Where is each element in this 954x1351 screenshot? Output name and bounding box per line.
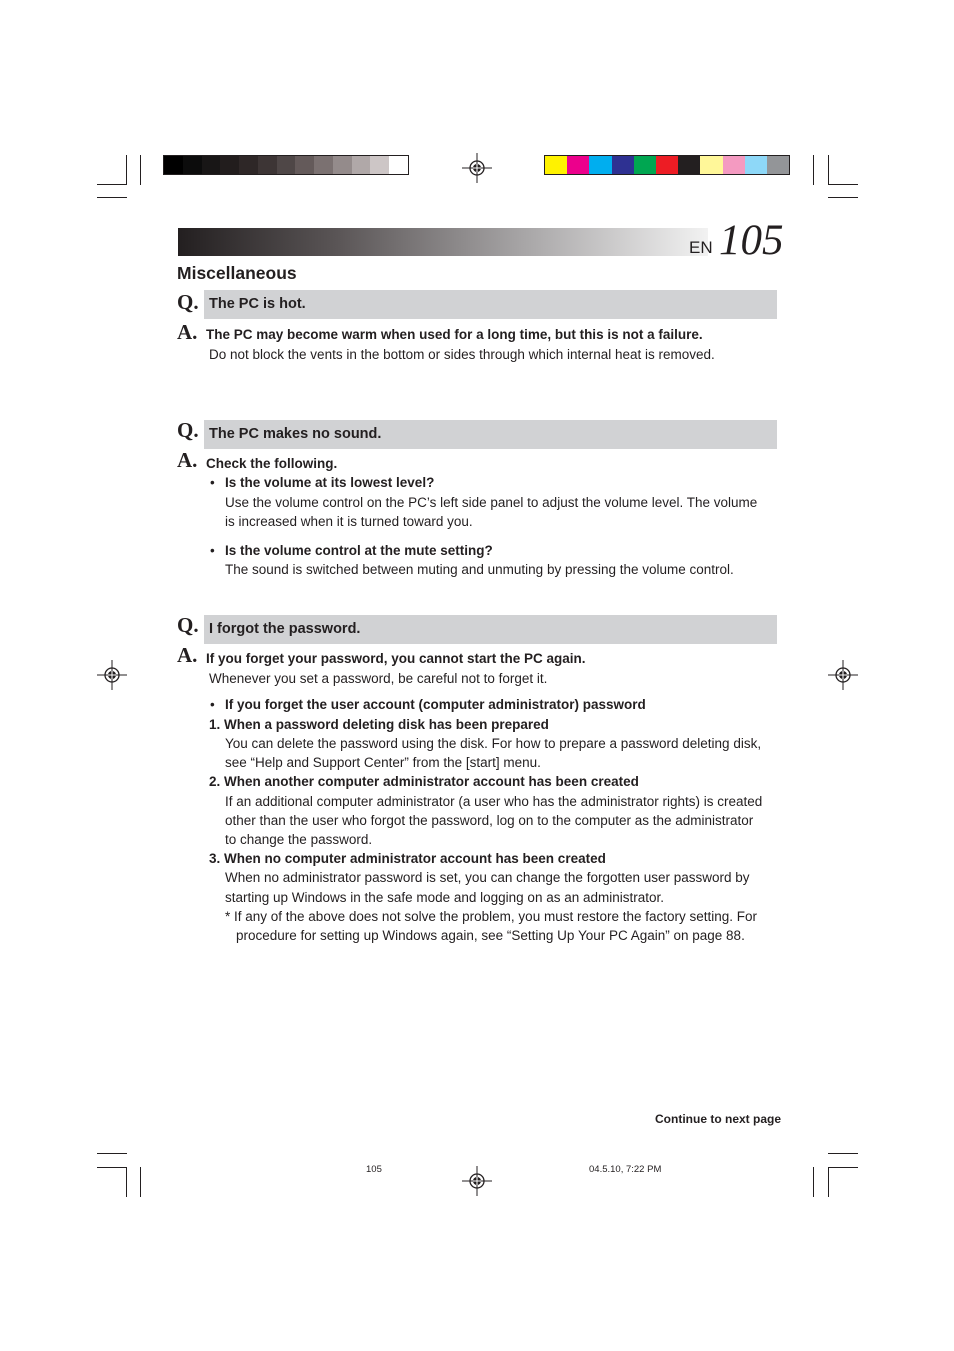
answer-detail: Do not block the vents in the bottom or sides through which internal heat is removed.	[209, 347, 715, 362]
gray-color-bar	[163, 155, 409, 175]
registration-mark-icon	[97, 660, 127, 690]
question-text: The PC is hot.	[209, 296, 306, 312]
bullet-heading: Is the volume control at the mute setting?	[225, 543, 493, 558]
color-swatch	[745, 156, 767, 174]
answer-label: A.	[177, 643, 198, 667]
numbered-heading: 3. When no computer administrator account has been created	[209, 851, 606, 866]
slug-page-number: 105	[366, 1164, 382, 1175]
color-swatch	[700, 156, 722, 174]
color-swatch	[567, 156, 589, 174]
gray-swatch	[314, 156, 333, 174]
answer-detail: Whenever you set a password, be careful not to forget it.	[209, 671, 548, 686]
bullet-dot: •	[210, 697, 215, 712]
gray-swatch	[352, 156, 371, 174]
gray-swatch	[202, 156, 221, 174]
bullet-heading: If you forget the user account (computer administrator) password	[225, 697, 646, 712]
numbered-heading: 1. When a password deleting disk has been prepared	[209, 717, 549, 732]
answer-text: Check the following.	[206, 456, 338, 471]
question-bar	[204, 615, 777, 644]
bullet-dot: •	[210, 543, 215, 558]
color-swatch	[656, 156, 678, 174]
color-swatch	[589, 156, 611, 174]
gray-swatch	[220, 156, 239, 174]
question-label: Q.	[177, 613, 199, 637]
continue-to-next-page: Continue to next page	[655, 1112, 781, 1126]
section-title: Miscellaneous	[177, 263, 297, 283]
answer-text: The PC may become warm when used for a long time, but this is not a failure.	[206, 327, 703, 342]
color-swatch	[612, 156, 634, 174]
answer-label: A.	[177, 320, 198, 344]
slug-timestamp: 04.5.10, 7:22 PM	[589, 1164, 662, 1175]
gray-swatch	[164, 156, 183, 174]
gray-swatch	[333, 156, 352, 174]
answer-label: A.	[177, 448, 198, 472]
question-bar	[204, 290, 777, 319]
registration-mark-icon	[828, 660, 858, 690]
body-line: The sound is switched between muting and unmuting by pressing the volume control.	[225, 562, 734, 577]
gray-swatch	[183, 156, 202, 174]
body-line: see “Help and Support Center” from the [start] menu.	[225, 755, 541, 770]
registration-mark-icon	[462, 153, 492, 183]
numbered-heading: 2. When another computer administrator account has been created	[209, 774, 639, 789]
body-line: to change the password.	[225, 832, 373, 847]
note-line: procedure for setting up Windows again, see “Setting Up Your PC Again” on page 88.	[236, 928, 745, 943]
color-swatch	[634, 156, 656, 174]
question-text: I forgot the password.	[209, 621, 361, 637]
answer-text: If you forget your password, you cannot start the PC again.	[206, 651, 586, 666]
gray-swatch	[277, 156, 296, 174]
color-swatch	[678, 156, 700, 174]
body-line: You can delete the password using the disk. For how to prepare a password deleting disk,	[225, 736, 762, 751]
body-line: When no administrator password is set, you can change the forgotten user password by	[225, 870, 750, 885]
gray-swatch	[239, 156, 258, 174]
process-color-bar	[544, 155, 790, 175]
gray-swatch	[295, 156, 314, 174]
question-label: Q.	[177, 418, 199, 442]
gray-swatch	[370, 156, 389, 174]
body-line: Use the volume control on the PC’s left side panel to adjust the volume level. The volume	[225, 495, 758, 510]
body-line: other than the user who forgot the password, log on to the computer as the administrator	[225, 813, 754, 828]
gray-swatch	[258, 156, 277, 174]
question-text: The PC makes no sound.	[209, 426, 382, 442]
color-swatch	[723, 156, 745, 174]
bullet-heading: Is the volume at its lowest level?	[225, 475, 435, 490]
question-bar	[204, 420, 777, 449]
bullet-dot: •	[210, 475, 215, 490]
question-label: Q.	[177, 290, 199, 314]
registration-mark-icon	[462, 1166, 492, 1196]
body-line: is increased when it is turned toward you.	[225, 514, 473, 529]
header-gradient-band	[178, 228, 708, 256]
gray-swatch	[389, 156, 408, 174]
page-number: 105	[719, 217, 784, 264]
body-line: starting up Windows in the safe mode and logging on as an administrator.	[225, 890, 665, 905]
color-swatch	[767, 156, 789, 174]
note-line: * If any of the above does not solve the problem, you must restore the factory setting. For	[225, 909, 758, 924]
language-code: EN	[689, 238, 713, 257]
color-swatch	[545, 156, 567, 174]
body-line: If an additional computer administrator (a user who has the administrator rights) is created	[225, 794, 763, 809]
